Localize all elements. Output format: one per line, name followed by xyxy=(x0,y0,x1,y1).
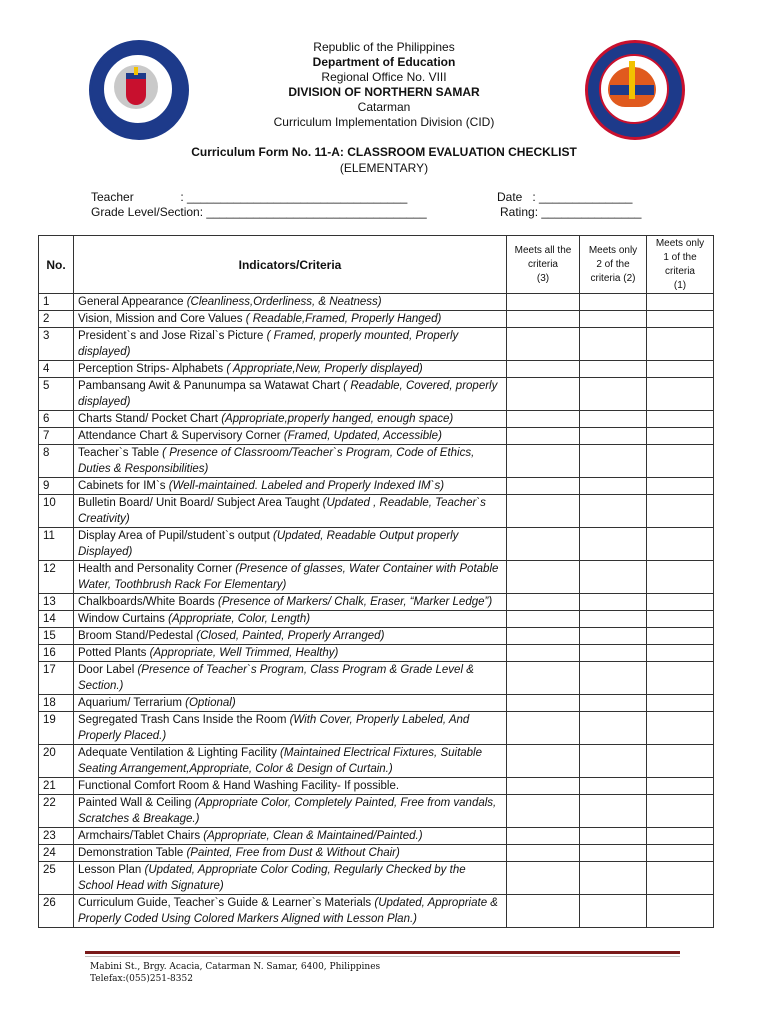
rating-cell-meets-one[interactable] xyxy=(647,561,714,594)
row-number: 12 xyxy=(39,561,74,594)
table-row xyxy=(39,478,714,495)
row-criteria xyxy=(74,445,507,478)
footer-rule xyxy=(85,951,680,954)
table-row xyxy=(39,328,714,361)
criteria-label: Segregated Trash Cans Inside the Room xyxy=(78,714,290,726)
row-criteria xyxy=(74,411,507,428)
criteria-note: (Presence of glasses, Water Container with Potable Water, Toothbrush Rack For Elementary) xyxy=(78,563,499,591)
criteria-note: (Framed, Updated, Accessible) xyxy=(283,430,442,442)
rating-cell-meets-two[interactable] xyxy=(580,611,647,628)
col-header-meets-one-line: criteria xyxy=(664,265,695,277)
rating-cell-meets-one[interactable] xyxy=(647,411,714,428)
criteria-label: Vision, Mission and Core Values xyxy=(78,313,246,325)
row-number: 22 xyxy=(39,795,74,828)
rating-cell-meets-two[interactable] xyxy=(580,294,647,311)
row-number: 7 xyxy=(39,428,74,445)
rating-cell-meets-two[interactable] xyxy=(580,695,647,712)
criteria-note: (Presence of Teacher`s Program, Class Program & Grade Level & Section.) xyxy=(78,664,474,692)
criteria-label: Functional Comfort Room & Hand Washing Facility- If possible. xyxy=(78,780,400,792)
row-criteria xyxy=(74,862,507,895)
criteria-label: Health and Personality Corner xyxy=(78,563,236,575)
rating-cell-meets-one[interactable] xyxy=(647,628,714,645)
rating-cell-meets-all[interactable] xyxy=(507,328,580,361)
rating-cell-meets-one[interactable] xyxy=(647,895,714,928)
row-number: 11 xyxy=(39,528,74,561)
rating-cell-meets-all[interactable] xyxy=(507,611,580,628)
row-criteria xyxy=(74,795,507,828)
rating-cell-meets-one[interactable] xyxy=(647,828,714,845)
rating-cell-meets-two[interactable] xyxy=(580,845,647,862)
criteria-note: (Appropriate, Well Trimmed, Healthy) xyxy=(149,647,339,659)
table-row xyxy=(39,311,714,328)
rating-cell-meets-all[interactable] xyxy=(507,828,580,845)
row-number: 19 xyxy=(39,712,74,745)
rating-cell-meets-all[interactable] xyxy=(507,561,580,594)
criteria-note: (Well-maintained. Labeled and Properly Indexed IM`s) xyxy=(168,480,445,492)
rating-cell-meets-all[interactable] xyxy=(507,411,580,428)
row-criteria xyxy=(74,895,507,928)
row-number: 10 xyxy=(39,495,74,528)
row-criteria xyxy=(74,428,507,445)
rating-cell-meets-one[interactable] xyxy=(647,862,714,895)
rating-field[interactable]: Rating: _______________ xyxy=(500,205,642,219)
row-number: 18 xyxy=(39,695,74,712)
criteria-note: (Updated, Appropriate & Properly Coded Using Colored Markers Aligned with Lesson Plan.) xyxy=(78,897,498,925)
row-number: 24 xyxy=(39,845,74,862)
table-row xyxy=(39,611,714,628)
rating-cell-meets-one[interactable] xyxy=(647,445,714,478)
criteria-note: (Cleanliness,Orderliness, & Neatness) xyxy=(186,296,382,308)
col-header-meets-two xyxy=(580,236,647,294)
rating-cell-meets-all[interactable] xyxy=(507,628,580,645)
rating-cell-meets-all[interactable] xyxy=(507,712,580,745)
criteria-label: Pambansang Awit & Panunumpa sa Watawat Chart xyxy=(78,380,344,392)
col-header-meets-all xyxy=(507,236,580,294)
row-criteria xyxy=(74,495,507,528)
col-header-meets-two-line: criteria (2) xyxy=(590,272,636,284)
criteria-note: ( Framed, properly mounted, Properly displayed) xyxy=(78,330,459,358)
row-criteria xyxy=(74,311,507,328)
row-criteria xyxy=(74,328,507,361)
col-header-meets-all-line: Meets all the xyxy=(514,244,572,256)
table-row xyxy=(39,662,714,695)
row-criteria xyxy=(74,828,507,845)
table-row xyxy=(39,561,714,594)
rating-cell-meets-one[interactable] xyxy=(647,594,714,611)
rating-cell-meets-one[interactable] xyxy=(647,611,714,628)
row-criteria xyxy=(74,662,507,695)
row-number: 21 xyxy=(39,778,74,795)
criteria-note: (Optional) xyxy=(185,697,236,709)
rating-cell-meets-two[interactable] xyxy=(580,895,647,928)
row-criteria xyxy=(74,845,507,862)
table-row xyxy=(39,594,714,611)
table-row xyxy=(39,778,714,795)
table-row xyxy=(39,745,714,778)
row-criteria xyxy=(74,778,507,795)
criteria-note: ( Appropriate,New, Properly displayed) xyxy=(226,363,423,375)
table-row xyxy=(39,428,714,445)
table-row xyxy=(39,862,714,895)
row-number: 14 xyxy=(39,611,74,628)
table-row xyxy=(39,528,714,561)
criteria-label: Potted Plants xyxy=(78,647,150,659)
rating-cell-meets-two[interactable] xyxy=(580,478,647,495)
header-cid: Curriculum Implementation Division (CID) xyxy=(273,115,495,129)
table-row xyxy=(39,695,714,712)
criteria-note: (Closed, Painted, Properly Arranged) xyxy=(196,630,385,642)
rating-cell-meets-all[interactable] xyxy=(507,795,580,828)
rating-cell-meets-all[interactable] xyxy=(507,495,580,528)
table-row xyxy=(39,445,714,478)
row-criteria xyxy=(74,695,507,712)
criteria-note: ( Readable, Covered, properly displayed) xyxy=(78,380,498,408)
footer-rule-thin xyxy=(85,956,680,957)
criteria-label: Lesson Plan xyxy=(78,864,145,876)
col-header-meets-two-line: 2 of the xyxy=(596,258,630,270)
teacher-field[interactable]: Teacher : _________________________________ xyxy=(91,190,408,204)
row-number: 15 xyxy=(39,628,74,645)
criteria-label: Broom Stand/Pedestal xyxy=(78,630,197,642)
criteria-label: Window Curtains xyxy=(78,613,169,625)
rating-cell-meets-one[interactable] xyxy=(647,795,714,828)
rating-cell-meets-all[interactable] xyxy=(507,478,580,495)
row-criteria xyxy=(74,561,507,594)
footer-address: Mabini St., Brgy. Acacia, Catarman N. Samar, 6400, Philippines xyxy=(90,962,381,972)
rating-cell-meets-two[interactable] xyxy=(580,778,647,795)
rating-cell-meets-all[interactable] xyxy=(507,294,580,311)
row-criteria xyxy=(74,645,507,662)
rating-cell-meets-one[interactable] xyxy=(647,662,714,695)
rating-cell-meets-two[interactable] xyxy=(580,828,647,845)
rating-cell-meets-all[interactable] xyxy=(507,845,580,862)
row-criteria xyxy=(74,378,507,411)
rating-cell-meets-two[interactable] xyxy=(580,745,647,778)
table-row xyxy=(39,828,714,845)
rating-cell-meets-one[interactable] xyxy=(647,845,714,862)
row-number: 13 xyxy=(39,594,74,611)
row-criteria xyxy=(74,478,507,495)
table-row xyxy=(39,845,714,862)
row-criteria xyxy=(74,294,507,311)
rating-cell-meets-two[interactable] xyxy=(580,712,647,745)
header-division: DIVISION OF NORTHERN SAMAR xyxy=(288,85,480,99)
rating-cell-meets-two[interactable] xyxy=(580,411,647,428)
criteria-note: (Painted, Free from Dust & Without Chair) xyxy=(186,847,400,859)
criteria-label: Bulletin Board/ Unit Board/ Subject Area Taught xyxy=(78,497,323,509)
row-number: 3 xyxy=(39,328,74,361)
criteria-label: Aquarium/ Terrarium xyxy=(78,697,186,709)
header-republic: Republic of the Philippines xyxy=(313,40,455,54)
criteria-note: (Updated, Appropriate Color Coding, Regularly Checked by the School Head with Signature) xyxy=(78,864,466,892)
criteria-note: (Maintained Electrical Fixtures, Suitable Seating Arrangement,Appropriate, Color & Design of Curtain.) xyxy=(78,747,483,775)
col-header-meets-one-line: 1 of the xyxy=(663,251,697,263)
rating-cell-meets-one[interactable] xyxy=(647,311,714,328)
criteria-label: Door Label xyxy=(78,664,138,676)
grade-section-field[interactable]: Grade Level/Section: _________________________________ xyxy=(91,205,427,219)
rating-cell-meets-one[interactable] xyxy=(647,478,714,495)
rating-cell-meets-two[interactable] xyxy=(580,662,647,695)
rating-cell-meets-one[interactable] xyxy=(647,495,714,528)
criteria-note: (With Cover, Properly Labeled, And Properly Placed.) xyxy=(78,714,470,742)
rating-cell-meets-all[interactable] xyxy=(507,528,580,561)
criteria-note: (Updated , Readable, Teacher`s Creativity) xyxy=(78,497,486,525)
col-header-meets-two-line: Meets only xyxy=(588,244,638,256)
col-header-meets-one-line: Meets only xyxy=(655,237,705,249)
table-row xyxy=(39,411,714,428)
row-number: 4 xyxy=(39,361,74,378)
col-header-meets-one-line: (1) xyxy=(673,279,687,291)
criteria-label: Charts Stand/ Pocket Chart xyxy=(78,413,222,425)
rating-cell-meets-one[interactable] xyxy=(647,695,714,712)
rating-cell-meets-two[interactable] xyxy=(580,361,647,378)
row-number: 25 xyxy=(39,862,74,895)
rating-cell-meets-two[interactable] xyxy=(580,428,647,445)
row-number: 8 xyxy=(39,445,74,478)
criteria-note: (Appropriate, Clean & Maintained/Painted.) xyxy=(203,830,423,842)
col-header-meets-all-line: criteria xyxy=(527,258,558,270)
rating-cell-meets-two[interactable] xyxy=(580,795,647,828)
table-row xyxy=(39,361,714,378)
table-row xyxy=(39,628,714,645)
table-row xyxy=(39,895,714,928)
rating-cell-meets-one[interactable] xyxy=(647,745,714,778)
rating-cell-meets-one[interactable] xyxy=(647,645,714,662)
form-title: Curriculum Form No. 11-A: CLASSROOM EVALUATION CHECKLIST xyxy=(191,145,577,159)
rating-cell-meets-one[interactable] xyxy=(647,378,714,411)
rating-cell-meets-one[interactable] xyxy=(647,428,714,445)
rating-cell-meets-all[interactable] xyxy=(507,745,580,778)
row-criteria xyxy=(74,594,507,611)
row-number: 6 xyxy=(39,411,74,428)
rating-cell-meets-all[interactable] xyxy=(507,862,580,895)
col-header-no: No. xyxy=(39,236,74,294)
criteria-label: Attendance Chart & Supervisory Corner xyxy=(78,430,284,442)
form-subtitle: (ELEMENTARY) xyxy=(339,161,429,175)
rating-cell-meets-two[interactable] xyxy=(580,378,647,411)
criteria-note: ( Presence of Classroom/Teacher`s Program, Code of Ethics, Duties & Responsibilities) xyxy=(78,447,475,475)
col-header-meets-one xyxy=(647,236,714,294)
table-header-row xyxy=(39,236,714,294)
rating-cell-meets-two[interactable] xyxy=(580,495,647,528)
criteria-note: (Updated, Readable Output properly Displayed) xyxy=(78,530,459,558)
row-number: 2 xyxy=(39,311,74,328)
col-header-criteria: Indicators/Criteria xyxy=(74,236,507,294)
criteria-label: Adequate Ventilation & Lighting Facility xyxy=(78,747,281,759)
row-number: 5 xyxy=(39,378,74,411)
footer-telefax: Telefax:(055)251-8352 xyxy=(90,974,193,984)
criteria-note: (Appropriate, Color, Length) xyxy=(168,613,311,625)
rating-cell-meets-all[interactable] xyxy=(507,778,580,795)
row-criteria xyxy=(74,528,507,561)
criteria-note: (Appropriate Color, Completely Painted, Free from vandals, Scratches & Breakage.) xyxy=(78,797,497,825)
rating-cell-meets-two[interactable] xyxy=(580,528,647,561)
rating-cell-meets-two[interactable] xyxy=(580,594,647,611)
row-number: 16 xyxy=(39,645,74,662)
criteria-label: Demonstration Table xyxy=(78,847,187,859)
rating-cell-meets-two[interactable] xyxy=(580,445,647,478)
criteria-label: Curriculum Guide, Teacher`s Guide & Learner`s Materials xyxy=(78,897,375,909)
row-number: 26 xyxy=(39,895,74,928)
table-row xyxy=(39,495,714,528)
date-field[interactable]: Date : ______________ xyxy=(497,190,633,204)
criteria-label: President`s and Jose Rizal`s Picture xyxy=(78,330,267,342)
header-city: Catarman xyxy=(357,100,411,114)
row-number: 20 xyxy=(39,745,74,778)
criteria-note: (Presence of Markers/ Chalk, Eraser, “Marker Ledge”) xyxy=(217,596,493,608)
rating-cell-meets-all[interactable] xyxy=(507,311,580,328)
criteria-label: Display Area of Pupil/student`s output xyxy=(78,530,273,542)
rating-cell-meets-two[interactable] xyxy=(580,561,647,594)
table-row xyxy=(39,378,714,411)
criteria-note: (Appropriate,properly hanged, enough space) xyxy=(221,413,454,425)
header-department: Department of Education xyxy=(312,55,456,69)
rating-cell-meets-one[interactable] xyxy=(647,361,714,378)
rating-cell-meets-all[interactable] xyxy=(507,594,580,611)
row-number: 17 xyxy=(39,662,74,695)
criteria-label: Chalkboards/White Boards xyxy=(78,596,218,608)
table-row xyxy=(39,294,714,311)
criteria-label: Perception Strips- Alphabets xyxy=(78,363,227,375)
rating-cell-meets-one[interactable] xyxy=(647,778,714,795)
criteria-label: Painted Wall & Ceiling xyxy=(78,797,195,809)
rating-cell-meets-all[interactable] xyxy=(507,662,580,695)
criteria-label: General Appearance xyxy=(78,296,187,308)
row-criteria xyxy=(74,628,507,645)
rating-cell-meets-two[interactable] xyxy=(580,628,647,645)
rating-cell-meets-all[interactable] xyxy=(507,895,580,928)
criteria-label: Armchairs/Tablet Chairs xyxy=(78,830,204,842)
row-criteria xyxy=(74,712,507,745)
row-criteria xyxy=(74,745,507,778)
evaluation-checklist-table xyxy=(38,235,714,928)
col-header-meets-all-line: (3) xyxy=(536,272,550,284)
rating-cell-meets-two[interactable] xyxy=(580,862,647,895)
rating-cell-meets-one[interactable] xyxy=(647,328,714,361)
rating-cell-meets-all[interactable] xyxy=(507,378,580,411)
rating-cell-meets-all[interactable] xyxy=(507,445,580,478)
row-number: 9 xyxy=(39,478,74,495)
row-criteria xyxy=(74,361,507,378)
rating-cell-meets-one[interactable] xyxy=(647,528,714,561)
rating-cell-meets-all[interactable] xyxy=(507,361,580,378)
criteria-note: ( Readable,Framed, Properly Hanged) xyxy=(245,313,442,325)
rating-cell-meets-all[interactable] xyxy=(507,695,580,712)
rating-cell-meets-two[interactable] xyxy=(580,645,647,662)
row-number: 1 xyxy=(39,294,74,311)
rating-cell-meets-one[interactable] xyxy=(647,712,714,745)
table-body xyxy=(39,294,714,928)
rating-cell-meets-two[interactable] xyxy=(580,328,647,361)
table-row xyxy=(39,645,714,662)
rating-cell-meets-all[interactable] xyxy=(507,428,580,445)
table-row xyxy=(39,795,714,828)
row-criteria xyxy=(74,611,507,628)
row-number: 23 xyxy=(39,828,74,845)
header-region: Regional Office No. VIII xyxy=(321,70,447,84)
criteria-label: Cabinets for IM`s xyxy=(78,480,169,492)
criteria-label: Teacher`s Table xyxy=(78,447,163,459)
table-row xyxy=(39,712,714,745)
rating-cell-meets-two[interactable] xyxy=(580,311,647,328)
rating-cell-meets-one[interactable] xyxy=(647,294,714,311)
rating-cell-meets-all[interactable] xyxy=(507,645,580,662)
